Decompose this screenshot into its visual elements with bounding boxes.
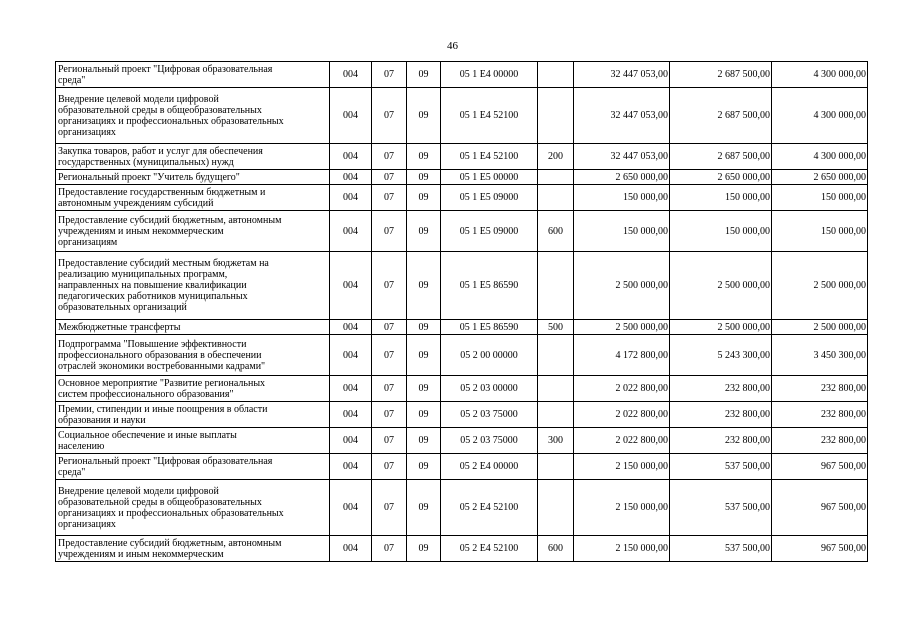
section-code-cell: 07 bbox=[372, 252, 407, 320]
expense-type-cell bbox=[538, 454, 574, 480]
subsection-code-cell: 09 bbox=[407, 402, 441, 428]
row-name-cell bbox=[56, 211, 330, 252]
target-article-cell: 05 1 E5 09000 bbox=[441, 185, 538, 211]
ministry-code-cell: 004 bbox=[330, 62, 372, 88]
amount-year1-cell: 32 447 053,00 bbox=[574, 144, 670, 170]
subsection-code-cell: 09 bbox=[407, 480, 441, 536]
budget-table bbox=[55, 61, 868, 562]
amount-year3-cell: 967 500,00 bbox=[772, 480, 868, 536]
table-row bbox=[56, 88, 868, 144]
section-code-cell: 07 bbox=[372, 335, 407, 376]
section-code-cell: 07 bbox=[372, 62, 407, 88]
ministry-code-cell: 004 bbox=[330, 376, 372, 402]
expense-type-cell bbox=[538, 252, 574, 320]
amount-year3-cell: 967 500,00 bbox=[772, 536, 868, 562]
ministry-code-cell: 004 bbox=[330, 185, 372, 211]
section-code-cell: 07 bbox=[372, 376, 407, 402]
table-row bbox=[56, 428, 868, 454]
row-name-line: Региональный проект "Учитель будущего" bbox=[58, 171, 240, 183]
row-name-line: реализацию муниципальных программ, bbox=[58, 269, 228, 280]
row-name-line: Предоставление государственным бюджетным и bbox=[58, 186, 266, 198]
amount-year1-cell: 2 022 800,00 bbox=[574, 402, 670, 428]
table-row bbox=[56, 144, 868, 170]
section-code-cell: 07 bbox=[372, 320, 407, 335]
subsection-code-cell: 09 bbox=[407, 428, 441, 454]
amount-year1-cell: 150 000,00 bbox=[574, 211, 670, 252]
row-name-line: Предоставление субсидий местным бюджетам на bbox=[58, 258, 269, 269]
ministry-code-cell: 004 bbox=[330, 88, 372, 144]
table-row bbox=[56, 480, 868, 536]
section-code-cell: 07 bbox=[372, 185, 407, 211]
subsection-code-cell: 09 bbox=[407, 252, 441, 320]
table-row bbox=[56, 170, 868, 185]
expense-type-cell bbox=[538, 88, 574, 144]
amount-year3-cell: 967 500,00 bbox=[772, 454, 868, 480]
subsection-code-cell: 09 bbox=[407, 536, 441, 562]
page-number: 46 bbox=[447, 40, 458, 52]
ministry-code-cell: 004 bbox=[330, 252, 372, 320]
target-article-cell: 05 1 E4 52100 bbox=[441, 144, 538, 170]
row-name-line: Региональный проект "Цифровая образовательная bbox=[58, 63, 273, 75]
row-name-line: Межбюджетные трансферты bbox=[58, 321, 181, 333]
table-row bbox=[56, 454, 868, 480]
subsection-code-cell: 09 bbox=[407, 144, 441, 170]
row-name-line: организациям bbox=[58, 236, 118, 248]
row-name-cell bbox=[56, 428, 330, 454]
section-code-cell: 07 bbox=[372, 144, 407, 170]
target-article-cell: 05 2 E4 52100 bbox=[441, 480, 538, 536]
row-name-cell bbox=[56, 144, 330, 170]
amount-year2-cell: 2 500 000,00 bbox=[670, 252, 772, 320]
ministry-code-cell: 004 bbox=[330, 144, 372, 170]
table-row bbox=[56, 185, 868, 211]
row-name-line: Внедрение целевой модели цифровой bbox=[58, 485, 219, 497]
amount-year2-cell: 232 800,00 bbox=[670, 402, 772, 428]
row-name-cell bbox=[56, 62, 330, 88]
row-name-line: профессионального образования в обеспечении bbox=[58, 349, 262, 361]
amount-year2-cell: 150 000,00 bbox=[670, 211, 772, 252]
table-row bbox=[56, 402, 868, 428]
amount-year2-cell: 232 800,00 bbox=[670, 376, 772, 402]
table-row bbox=[56, 335, 868, 376]
row-name-line: систем профессионального образования" bbox=[58, 388, 234, 400]
amount-year1-cell: 2 500 000,00 bbox=[574, 320, 670, 335]
row-name-line: образовательной среды в общеобразовательных bbox=[58, 496, 262, 508]
row-name-line: Внедрение целевой модели цифровой bbox=[58, 93, 219, 105]
target-article-cell: 05 1 E5 86590 bbox=[441, 252, 538, 320]
expense-type-cell: 200 bbox=[538, 144, 574, 170]
table-row bbox=[56, 252, 868, 320]
section-code-cell: 07 bbox=[372, 88, 407, 144]
row-name-line: образовательной среды в общеобразовательных bbox=[58, 104, 262, 116]
amount-year1-cell: 2 150 000,00 bbox=[574, 480, 670, 536]
amount-year1-cell: 2 022 800,00 bbox=[574, 376, 670, 402]
row-name-line: организациях bbox=[58, 518, 116, 530]
subsection-code-cell: 09 bbox=[407, 88, 441, 144]
amount-year3-cell: 150 000,00 bbox=[772, 211, 868, 252]
amount-year1-cell: 2 150 000,00 bbox=[574, 454, 670, 480]
target-article-cell: 05 1 E5 86590 bbox=[441, 320, 538, 335]
expense-type-cell bbox=[538, 62, 574, 88]
row-name-line: образовательных организаций bbox=[58, 302, 187, 313]
amount-year2-cell: 2 687 500,00 bbox=[670, 88, 772, 144]
expense-type-cell bbox=[538, 335, 574, 376]
expense-type-cell bbox=[538, 402, 574, 428]
section-code-cell: 07 bbox=[372, 170, 407, 185]
row-name-line: населению bbox=[58, 440, 105, 452]
row-name-line: организациях и профессиональных образовательных bbox=[58, 115, 284, 127]
row-name-cell bbox=[56, 376, 330, 402]
row-name-line: организациях и профессиональных образовательных bbox=[58, 507, 284, 519]
amount-year1-cell: 4 172 800,00 bbox=[574, 335, 670, 376]
amount-year3-cell: 150 000,00 bbox=[772, 185, 868, 211]
row-name-line: среда" bbox=[58, 466, 86, 478]
ministry-code-cell: 004 bbox=[330, 454, 372, 480]
target-article-cell: 05 2 03 75000 bbox=[441, 402, 538, 428]
amount-year3-cell: 232 800,00 bbox=[772, 376, 868, 402]
ministry-code-cell: 004 bbox=[330, 428, 372, 454]
amount-year1-cell: 2 500 000,00 bbox=[574, 252, 670, 320]
expense-type-cell: 600 bbox=[538, 211, 574, 252]
row-name-line: учреждениям и иным некоммерческим bbox=[58, 225, 224, 237]
amount-year1-cell: 2 022 800,00 bbox=[574, 428, 670, 454]
amount-year2-cell: 2 687 500,00 bbox=[670, 144, 772, 170]
row-name-cell bbox=[56, 185, 330, 211]
ministry-code-cell: 004 bbox=[330, 402, 372, 428]
row-name-line: Социальное обеспечение и иные выплаты bbox=[58, 429, 237, 441]
ministry-code-cell: 004 bbox=[330, 211, 372, 252]
amount-year2-cell: 232 800,00 bbox=[670, 428, 772, 454]
table-row bbox=[56, 62, 868, 88]
target-article-cell: 05 1 E4 52100 bbox=[441, 88, 538, 144]
expense-type-cell: 600 bbox=[538, 536, 574, 562]
section-code-cell: 07 bbox=[372, 454, 407, 480]
amount-year1-cell: 2 650 000,00 bbox=[574, 170, 670, 185]
ministry-code-cell: 004 bbox=[330, 170, 372, 185]
row-name-cell bbox=[56, 320, 330, 335]
expense-type-cell bbox=[538, 170, 574, 185]
target-article-cell: 05 2 E4 52100 bbox=[441, 536, 538, 562]
row-name-cell bbox=[56, 402, 330, 428]
amount-year1-cell: 32 447 053,00 bbox=[574, 62, 670, 88]
ministry-code-cell: 004 bbox=[330, 335, 372, 376]
section-code-cell: 07 bbox=[372, 402, 407, 428]
target-article-cell: 05 2 00 00000 bbox=[441, 335, 538, 376]
row-name-cell bbox=[56, 454, 330, 480]
amount-year3-cell: 2 500 000,00 bbox=[772, 252, 868, 320]
amount-year3-cell: 4 300 000,00 bbox=[772, 144, 868, 170]
table-row bbox=[56, 211, 868, 252]
row-name-line: среда" bbox=[58, 74, 86, 86]
amount-year2-cell: 2 650 000,00 bbox=[670, 170, 772, 185]
target-article-cell: 05 2 03 00000 bbox=[441, 376, 538, 402]
row-name-line: Закупка товаров, работ и услуг для обеспечения bbox=[58, 145, 263, 157]
target-article-cell: 05 1 E5 09000 bbox=[441, 211, 538, 252]
amount-year3-cell: 2 650 000,00 bbox=[772, 170, 868, 185]
subsection-code-cell: 09 bbox=[407, 211, 441, 252]
row-name-line: организациях bbox=[58, 126, 116, 138]
subsection-code-cell: 09 bbox=[407, 335, 441, 376]
amount-year3-cell: 2 500 000,00 bbox=[772, 320, 868, 335]
amount-year2-cell: 537 500,00 bbox=[670, 536, 772, 562]
row-name-line: Региональный проект "Цифровая образовательная bbox=[58, 455, 273, 467]
amount-year3-cell: 232 800,00 bbox=[772, 402, 868, 428]
subsection-code-cell: 09 bbox=[407, 320, 441, 335]
amount-year3-cell: 232 800,00 bbox=[772, 428, 868, 454]
row-name-line: Премии, стипендии и иные поощрения в области bbox=[58, 403, 268, 415]
subsection-code-cell: 09 bbox=[407, 454, 441, 480]
row-name-line: образования и науки bbox=[58, 414, 146, 426]
amount-year2-cell: 2 687 500,00 bbox=[670, 62, 772, 88]
amount-year1-cell: 2 150 000,00 bbox=[574, 536, 670, 562]
row-name-line: учреждениям и иным некоммерческим bbox=[58, 548, 224, 560]
table-row bbox=[56, 536, 868, 562]
subsection-code-cell: 09 bbox=[407, 170, 441, 185]
expense-type-cell: 300 bbox=[538, 428, 574, 454]
amount-year2-cell: 537 500,00 bbox=[670, 480, 772, 536]
target-article-cell: 05 2 03 75000 bbox=[441, 428, 538, 454]
expense-type-cell bbox=[538, 480, 574, 536]
row-name-cell bbox=[56, 252, 330, 320]
amount-year3-cell: 4 300 000,00 bbox=[772, 62, 868, 88]
amount-year1-cell: 150 000,00 bbox=[574, 185, 670, 211]
target-article-cell: 05 1 E5 00000 bbox=[441, 170, 538, 185]
expense-type-cell bbox=[538, 185, 574, 211]
target-article-cell: 05 1 E4 00000 bbox=[441, 62, 538, 88]
expense-type-cell: 500 bbox=[538, 320, 574, 335]
row-name-cell bbox=[56, 335, 330, 376]
amount-year2-cell: 150 000,00 bbox=[670, 185, 772, 211]
row-name-line: отраслей экономики востребованными кадрами" bbox=[58, 360, 266, 372]
target-article-cell: 05 2 E4 00000 bbox=[441, 454, 538, 480]
row-name-line: автономным учреждениям субсидий bbox=[58, 197, 214, 209]
row-name-cell bbox=[56, 88, 330, 144]
ministry-code-cell: 004 bbox=[330, 536, 372, 562]
row-name-line: Подпрограмма "Повышение эффективности bbox=[58, 338, 247, 350]
amount-year2-cell: 5 243 300,00 bbox=[670, 335, 772, 376]
ministry-code-cell: 004 bbox=[330, 480, 372, 536]
section-code-cell: 07 bbox=[372, 480, 407, 536]
row-name-line: государственных (муниципальных) нужд bbox=[58, 156, 234, 168]
section-code-cell: 07 bbox=[372, 536, 407, 562]
row-name-line: направленных на повышение квалификации bbox=[58, 280, 247, 291]
amount-year2-cell: 537 500,00 bbox=[670, 454, 772, 480]
row-name-cell bbox=[56, 170, 330, 185]
row-name-cell bbox=[56, 536, 330, 562]
row-name-line: педагогических работников муниципальных bbox=[58, 291, 248, 302]
table-row bbox=[56, 320, 868, 335]
amount-year3-cell: 3 450 300,00 bbox=[772, 335, 868, 376]
amount-year2-cell: 2 500 000,00 bbox=[670, 320, 772, 335]
amount-year3-cell: 4 300 000,00 bbox=[772, 88, 868, 144]
amount-year1-cell: 32 447 053,00 bbox=[574, 88, 670, 144]
row-name-line: Предоставление субсидий бюджетным, автономным bbox=[58, 214, 282, 226]
row-name-line: Предоставление субсидий бюджетным, автономным bbox=[58, 537, 282, 549]
expense-type-cell bbox=[538, 376, 574, 402]
row-name-cell bbox=[56, 480, 330, 536]
subsection-code-cell: 09 bbox=[407, 62, 441, 88]
section-code-cell: 07 bbox=[372, 211, 407, 252]
ministry-code-cell: 004 bbox=[330, 320, 372, 335]
row-name-line: Основное мероприятие "Развитие региональных bbox=[58, 377, 266, 389]
table-row bbox=[56, 376, 868, 402]
budget-table-body bbox=[56, 62, 868, 562]
section-code-cell: 07 bbox=[372, 428, 407, 454]
subsection-code-cell: 09 bbox=[407, 185, 441, 211]
subsection-code-cell: 09 bbox=[407, 376, 441, 402]
